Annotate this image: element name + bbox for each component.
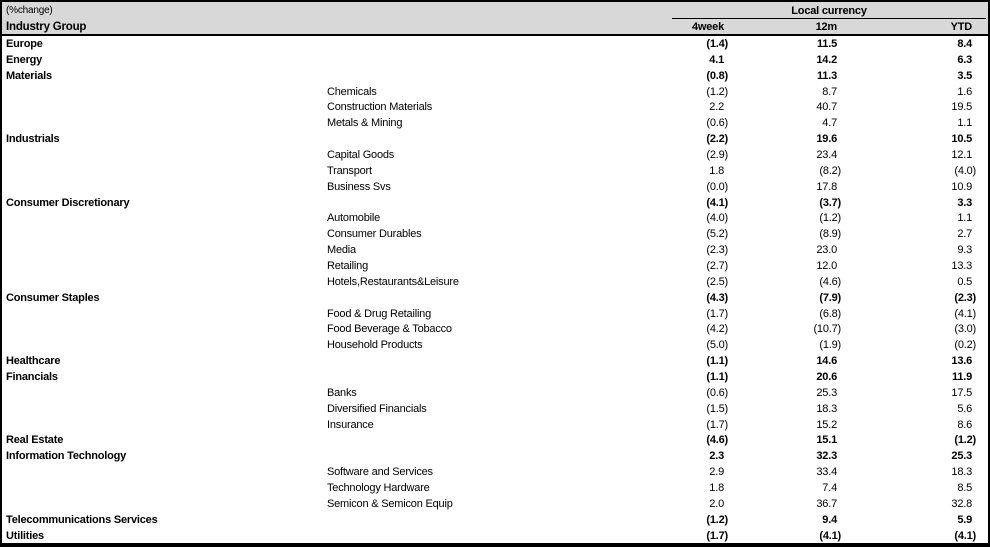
value-cell: (8.9) [819,228,841,241]
value-cell: 7.4 [822,481,837,494]
value-cell: 0.5 [957,275,973,288]
column-header-12m: 12m [815,20,837,33]
value-cell: 40.7 [816,101,837,114]
value-cell: 5.9 [957,513,973,526]
industry-group-header: Industry Group [6,20,87,33]
header-row-columns [2,19,988,35]
value-cell: 19.6 [816,133,837,146]
value-cell: (1.1) [706,355,728,368]
industry-sub-label: Food & Drug Retailing [327,307,432,320]
value-cell: 10.9 [951,180,973,193]
value-cell: (7.9) [819,291,841,304]
value-cell: (8.2) [819,164,841,177]
value-cell: (4.1) [954,307,977,320]
value-cell: (4.2) [706,323,728,336]
value-cell: 14.6 [816,355,837,368]
industry-sub-label: Hotels,Restaurants&Leisure [327,275,459,288]
table-row [2,417,988,433]
value-cell: (2.3) [706,244,728,257]
industry-sub-label: Insurance [327,418,374,431]
industry-sub-label: Household Products [327,339,423,352]
table-body [2,35,988,544]
industry-group-label: Real Estate [6,434,64,447]
table-row [2,290,988,306]
industry-group-label: Telecommunications Services [6,513,158,526]
value-cell: (5.0) [706,339,728,352]
industry-sub-label: Diversified Financials [327,402,427,415]
industry-group-label: Industrials [6,133,60,146]
value-cell: (4.3) [706,291,728,304]
value-cell: (4.1) [706,196,728,209]
value-cell: 13.6 [951,355,973,368]
value-cell: 18.3 [816,402,837,415]
table-row [2,528,988,544]
table-row [2,99,988,115]
value-cell: 17.8 [816,180,837,193]
table-row [2,321,988,337]
value-cell: (1.7) [706,307,728,320]
value-cell: (2.2) [706,133,728,146]
value-cell: 18.3 [951,466,973,479]
value-cell: (0.2) [954,339,977,352]
value-cell: (1.1) [706,370,728,383]
value-cell: (3.7) [819,196,841,209]
table-row [2,385,988,401]
industry-group-label: Consumer Discretionary [6,196,130,209]
value-cell: (1.9) [819,339,841,352]
industry-group-label: Materials [6,69,52,82]
value-cell: 4.7 [822,117,837,130]
value-cell: 17.5 [951,386,973,399]
value-cell: (0.6) [706,117,728,130]
value-cell: (2.7) [706,259,728,272]
industry-sub-label: Media [327,244,356,257]
table-row [2,52,988,68]
value-cell: 32.3 [816,450,837,463]
value-cell: 1.8 [709,164,724,177]
value-cell: 19.5 [951,101,973,114]
value-cell: (0.8) [706,69,728,82]
industry-performance-table [2,2,988,544]
value-cell: 32.8 [951,497,973,510]
value-cell: 1.6 [957,85,973,98]
table-row [2,448,988,464]
table-row [2,369,988,385]
table-row [2,306,988,322]
industry-sub-label: Automobile [327,212,381,225]
table-header [2,2,988,35]
industry-group-label: Utilities [6,529,44,542]
industry-sub-label: Chemicals [327,85,377,98]
value-cell: 8.5 [957,481,973,494]
table-row [2,480,988,496]
value-cell: 8.7 [822,85,837,98]
value-cell: 9.4 [822,513,837,526]
table-row [2,274,988,290]
value-cell: (4.1) [819,529,841,542]
table-row [2,464,988,480]
industry-sub-label: Retailing [327,259,369,272]
value-cell: 2.2 [709,101,724,114]
value-cell: 23.4 [816,148,837,161]
industry-sub-label: Metals & Mining [327,117,403,130]
value-cell: 8.4 [957,37,973,50]
table-row [2,163,988,179]
value-cell: 8.6 [957,418,973,431]
value-cell: (5.2) [706,228,728,241]
industry-sub-label: Banks [327,386,357,399]
industry-sub-label: Technology Hardware [327,481,430,494]
value-cell: 1.1 [957,117,973,130]
local-currency-label: Local currency [672,5,986,19]
table-row [2,258,988,274]
industry-sub-label: Semicon & Semicon Equip [327,497,453,510]
value-cell: 14.2 [816,53,837,66]
table-row [2,35,988,52]
value-cell: (1.7) [706,418,728,431]
value-cell: 12.0 [816,259,837,272]
value-cell: (4.6) [706,434,728,447]
table-row [2,147,988,163]
industry-group-label: Energy [6,53,43,66]
value-cell: 36.7 [816,497,837,510]
value-cell: 6.3 [957,53,973,66]
value-cell: (0.6) [706,386,728,399]
industry-sub-label: Transport [327,164,372,177]
value-cell: (1.2) [706,85,728,98]
table-row [2,401,988,417]
value-cell: (0.0) [706,180,728,193]
value-cell: 2.7 [957,228,973,241]
value-cell: 1.1 [957,212,973,225]
table-row [2,195,988,211]
value-cell: (1.2) [706,513,728,526]
value-cell: 2.0 [709,497,724,510]
value-cell: (4.6) [819,275,841,288]
value-cell: 11.3 [816,69,837,82]
table-row [2,210,988,226]
value-cell: 11.5 [816,37,837,50]
industry-group-label: Consumer Staples [6,291,100,304]
value-cell: 3.5 [957,69,973,82]
industry-sub-label: Consumer Durables [327,228,422,241]
table-row [2,353,988,369]
industry-group-label: Financials [6,370,58,383]
value-cell: 5.6 [957,402,973,415]
value-cell: (1.7) [706,529,728,542]
value-cell: 20.6 [816,370,837,383]
value-cell: (4.0) [954,164,977,177]
value-cell: 3.3 [957,196,973,209]
value-cell: 1.8 [709,481,724,494]
table-row [2,84,988,100]
industry-sub-label: Construction Materials [327,101,433,114]
industry-sub-label: Capital Goods [327,148,395,161]
header-row-currency [2,2,988,19]
value-cell: 13.3 [951,259,973,272]
value-cell: 33.4 [816,466,837,479]
industry-sub-label: Software and Services [327,466,433,479]
value-cell: 2.9 [709,466,724,479]
value-cell: 9.3 [957,244,973,257]
industry-sub-label: Business Svs [327,180,391,193]
value-cell: 25.3 [951,450,973,463]
table-row [2,131,988,147]
value-cell: (1.2) [819,212,841,225]
industry-group-label: Europe [6,37,43,50]
value-cell: 25.3 [816,386,837,399]
table-row [2,115,988,131]
value-cell: 15.2 [816,418,837,431]
table-row [2,337,988,353]
table-row [2,179,988,195]
value-cell: 12.1 [951,148,973,161]
value-cell: 2.3 [709,450,724,463]
local-currency-span [645,2,988,19]
value-cell: (6.8) [819,307,841,320]
value-cell: (10.7) [813,323,841,336]
value-cell: (4.0) [706,212,728,225]
industry-group-label: Information Technology [6,450,127,463]
industry-group-label: Healthcare [6,355,61,368]
value-cell: (1.4) [706,37,728,50]
value-cell: 4.1 [709,53,724,66]
value-cell: 15.1 [816,434,837,447]
table-row [2,226,988,242]
value-cell: (2.3) [954,291,977,304]
value-cell: 10.5 [951,133,973,146]
value-cell: (2.5) [706,275,728,288]
table-row [2,432,988,448]
value-cell: (2.9) [706,148,728,161]
table-row [2,68,988,84]
industry-sub-label: Food Beverage & Tobacco [327,323,452,336]
column-header-4week: 4week [691,20,724,33]
value-cell: (3.0) [954,323,977,336]
value-cell: 23.0 [816,244,837,257]
table-row [2,512,988,528]
value-cell: (4.1) [954,529,977,542]
value-cell: (1.2) [954,434,977,447]
percent-change-note: (%change) [6,5,53,16]
table-row [2,496,988,512]
table-row [2,242,988,258]
value-cell: (1.5) [706,402,728,415]
value-cell: 11.9 [952,370,973,383]
column-header-ytd: YTD [950,20,973,33]
